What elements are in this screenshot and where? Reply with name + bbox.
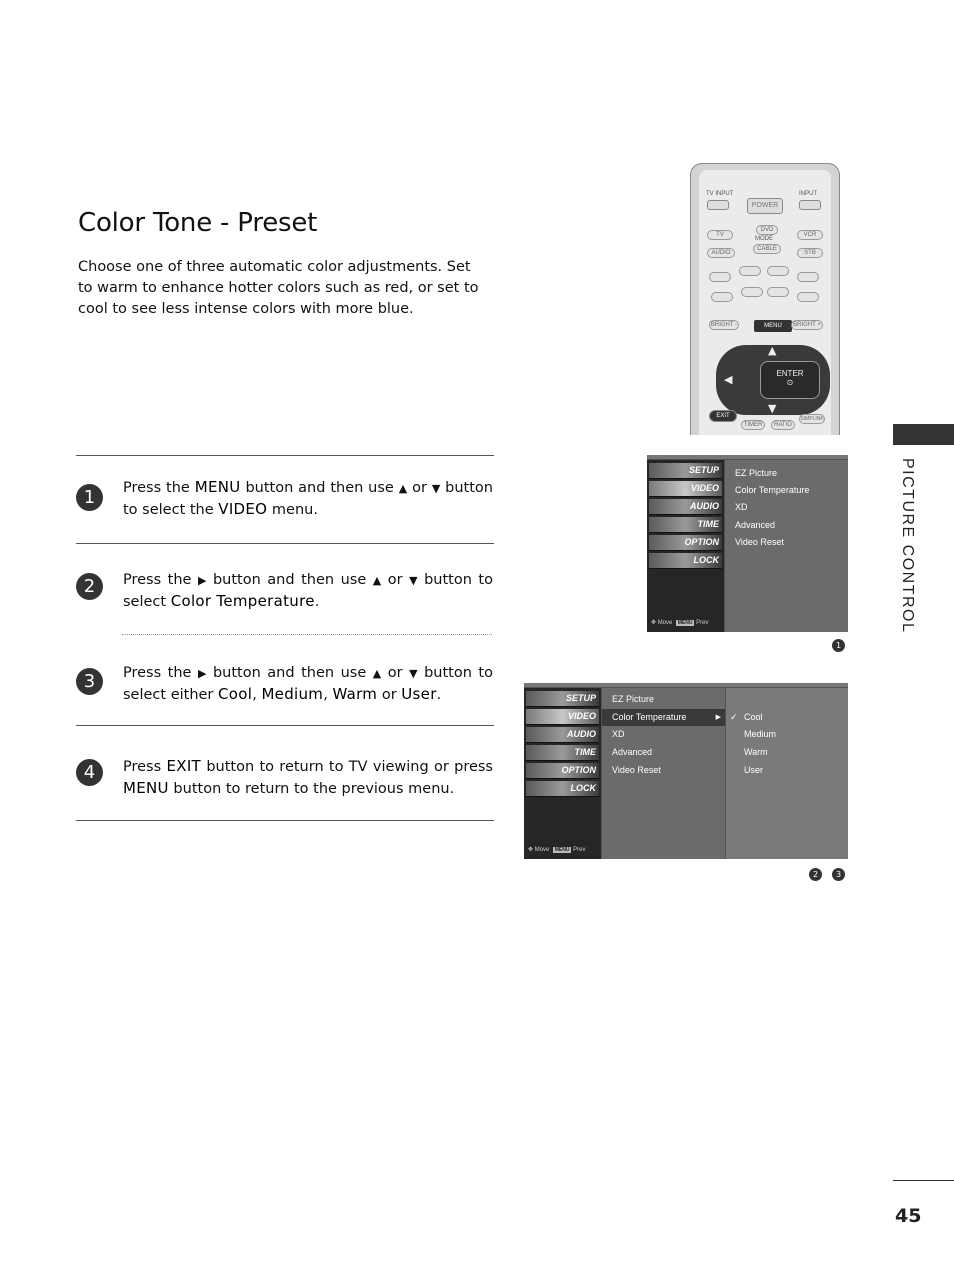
menu-item-video-reset[interactable]: Video Reset (612, 765, 661, 775)
remote-control (690, 163, 840, 435)
submenu-item-user[interactable]: User (744, 765, 764, 775)
osd-screen-video-menu (647, 455, 848, 632)
tab-lock[interactable]: LOCK (649, 553, 722, 569)
ratio-button[interactable]: RATIO (771, 420, 795, 430)
tv-input-label: TV INPUT (706, 191, 734, 197)
step-divider (76, 820, 494, 821)
input-label: INPUT (799, 191, 817, 197)
menu-item-color-temperature[interactable]: Color Temperature ▶ (602, 709, 725, 726)
bright-minus-button[interactable]: BRIGHT - (710, 322, 738, 328)
skip-back-button[interactable] (711, 292, 733, 302)
osd-tab-column (647, 460, 724, 632)
color-temperature-submenu (726, 688, 848, 859)
navigation-pad (716, 345, 830, 415)
page-title: Color Tone - Preset (78, 208, 318, 238)
step-divider (76, 455, 494, 456)
tab-setup[interactable]: SETUP (526, 691, 599, 707)
move-icon: ✥ (651, 620, 657, 626)
menu-item-xd[interactable]: XD (612, 729, 625, 739)
up-arrow-icon: ▲ (398, 482, 408, 495)
input-button[interactable] (799, 200, 821, 210)
step-divider-dotted (122, 634, 492, 635)
menu-button[interactable]: MENU (754, 320, 792, 332)
page-number-rule (893, 1180, 954, 1181)
check-icon: ✓ (730, 712, 738, 722)
submenu-item-warm[interactable]: Warm (744, 747, 768, 757)
step-divider (76, 543, 494, 544)
enter-dot-icon: ⊙ (786, 378, 794, 387)
tab-setup[interactable]: SETUP (649, 463, 722, 479)
down-arrow-icon[interactable]: ▼ (768, 402, 777, 415)
intro-paragraph: Choose one of three automatic color adjustments. Set to warm to enhance hotter colors such as red, or set to cool to see less intense colors with more blue. (78, 259, 479, 317)
osd-tab-column (524, 688, 601, 859)
osd-top-bar (524, 683, 848, 687)
simplink-button[interactable]: SIMPLINK (800, 416, 824, 422)
section-label: PICTURE CONTROL (899, 458, 916, 634)
bright-plus-button[interactable]: BRIGHT + (791, 320, 823, 330)
right-arrow-icon: ▶ (197, 667, 207, 680)
step-text: Press the MENU button and then use ▲ or ▼ button to select the VIDEO menu. (123, 478, 493, 518)
tab-video[interactable]: VIDEO (526, 709, 599, 725)
menu-item-video-reset[interactable]: Video Reset (735, 537, 784, 547)
down-arrow-icon: ▼ (409, 574, 418, 587)
tab-video[interactable]: VIDEO (649, 481, 722, 497)
tab-audio[interactable]: AUDIO (649, 499, 722, 515)
video-menu-list (602, 688, 725, 859)
up-arrow-icon: ▲ (372, 574, 382, 587)
step-number: 4 (76, 759, 103, 786)
menu-item-advanced[interactable]: Advanced (612, 747, 653, 757)
menu-item-color-temperature[interactable]: Color Temperature (735, 485, 810, 495)
exit-button[interactable]: EXIT (709, 410, 737, 422)
step-badge: 2 (809, 868, 822, 881)
osd-footer: ✥ Move MENU Prev (651, 620, 709, 626)
page-number: 45 (895, 1205, 922, 1227)
tab-lock[interactable]: LOCK (526, 781, 599, 797)
osd-footer: ✥ Move MENU Prev (528, 847, 586, 853)
stop-button[interactable] (709, 272, 731, 282)
skip-forward-button[interactable] (797, 292, 819, 302)
menu-item-ez-picture[interactable]: EZ Picture (612, 694, 655, 704)
step-number: 1 (76, 484, 103, 511)
tab-time[interactable]: TIME (526, 745, 599, 761)
menu-item-ez-picture[interactable]: EZ Picture (735, 468, 778, 478)
tab-audio[interactable]: AUDIO (526, 727, 599, 743)
left-arrow-icon[interactable]: ◀ (724, 373, 733, 386)
menu-item-advanced[interactable]: Advanced (735, 520, 776, 530)
up-arrow-icon[interactable]: ▲ (768, 344, 777, 357)
audio-button[interactable]: AUDIO (707, 248, 735, 258)
mode-label: MODE (755, 236, 773, 242)
play-button[interactable] (739, 266, 761, 276)
step-text: Press EXIT button to return to TV viewing or press MENU button to return to the previous menu. (123, 757, 493, 797)
rewind-button[interactable] (741, 287, 763, 297)
vcr-button[interactable]: VCR (797, 230, 823, 240)
step-badge: 1 (832, 639, 845, 652)
submenu-item-cool[interactable]: ✓ Cool (726, 709, 848, 726)
step-number: 3 (76, 668, 103, 695)
tv-input-button[interactable] (707, 200, 729, 210)
step-badge: 3 (832, 868, 845, 881)
timer-button[interactable]: TIMER (741, 420, 765, 430)
power-button[interactable]: POWER (747, 198, 783, 214)
right-arrow-icon: ▶ (197, 574, 207, 587)
pause-button[interactable] (767, 266, 789, 276)
dvd-button[interactable]: DVD (756, 225, 778, 235)
tv-button[interactable]: TV (707, 230, 733, 240)
up-arrow-icon: ▲ (372, 667, 382, 680)
tab-option[interactable]: OPTION (526, 763, 599, 779)
tab-time[interactable]: TIME (649, 517, 722, 533)
osd-top-bar (647, 455, 848, 459)
enter-button[interactable]: ENTER ⊙ (760, 361, 820, 399)
down-arrow-icon: ▼ (431, 482, 441, 495)
menu-item-xd[interactable]: XD (735, 502, 748, 512)
fast-forward-button[interactable] (767, 287, 789, 297)
submenu-item-medium[interactable]: Medium (744, 729, 777, 739)
tab-option[interactable]: OPTION (649, 535, 722, 551)
stb-button[interactable]: STB (797, 248, 823, 258)
step-text: Press the ▶ button and then use ▲ or ▼ button to select either Cool, Medium, Warm or User. (123, 665, 493, 703)
move-icon: ✥ (528, 847, 534, 853)
step-number: 2 (76, 573, 103, 600)
step-divider (76, 725, 494, 726)
osd-screen-color-temperature (524, 683, 848, 859)
video-menu-list (725, 460, 848, 632)
down-arrow-icon: ▼ (409, 667, 418, 680)
record-button[interactable] (797, 272, 819, 282)
section-tab (893, 424, 954, 445)
cable-button[interactable]: CABLE (753, 244, 781, 254)
step-text: Press the ▶ button and then use ▲ or ▼ button to select Color Temperature. (123, 572, 493, 610)
